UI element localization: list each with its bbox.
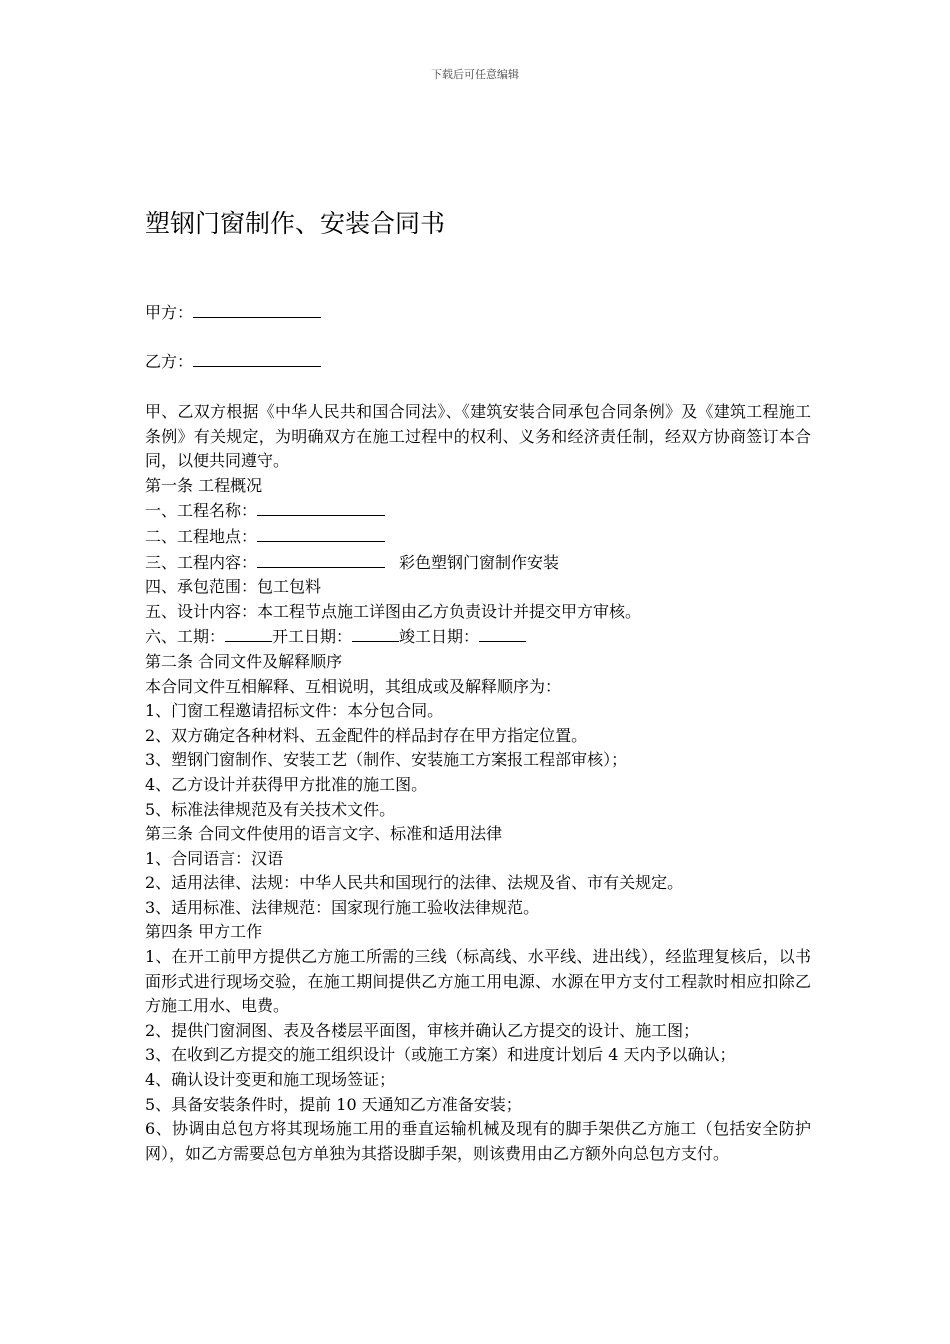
list-item: 1、合同语言：汉语 — [145, 848, 284, 868]
list-item: 2、适用法律、法规：中华人民共和国现行的法律、法规及省、市有关规定。 — [145, 873, 684, 893]
project-content-line — [145, 550, 811, 576]
list-item: 1、在开工前甲方提供乙方施工所需的三线（标高线、水平线、进出线），经监理复核后，以书面形式进行现场交验，在施工期间提供乙方施工用电源、水源在甲方支付工程款时相应扣除乙方施工用水、电费。 — [145, 947, 811, 1016]
page-header-note: 下载后可任意编辑 — [431, 68, 519, 81]
list-item: 3、在收到乙方提交的施工组织设计（或施工方案）和进度计划后 4 天内予以确认； — [145, 1045, 736, 1065]
project-name-label: 一、工程名称： — [145, 501, 258, 521]
schedule-blank — [225, 624, 272, 642]
article-1-heading: 第一条 工程概况 — [145, 475, 263, 495]
list-item: 6、协调由总包方将其现场施工用的垂直运输机械及现有的脚手架供乙方施工（包括安全防护网），如乙方需要总包方单独为其搭设脚手架，则该费用由乙方额外向总包方支付。 — [145, 1119, 811, 1163]
list-item: 4、乙方设计并获得甲方批准的施工图。 — [145, 774, 428, 794]
article-2-lead: 本合同文件互相解释、互相说明，其组成或及解释顺序为： — [145, 676, 562, 696]
start-date-blank — [352, 624, 399, 642]
list-item: 2、双方确定各种材料、五金配件的样品封存在甲方指定位置。 — [145, 725, 588, 745]
party-a-label: 甲方： — [145, 303, 194, 322]
list-item: 5、标准法律规范及有关技术文件。 — [145, 799, 396, 819]
project-location-label: 二、工程地点： — [145, 526, 258, 546]
article-2-heading: 第二条 合同文件及解释顺序 — [145, 651, 343, 671]
end-date-blank — [479, 624, 526, 642]
project-location-line — [145, 524, 811, 550]
project-content-label: 三、工程内容： — [145, 552, 258, 572]
end-date-label: 竣工日期： — [399, 627, 480, 647]
article-3-heading: 第三条 合同文件使用的语言文字、标准和适用法律 — [145, 824, 503, 844]
list-item: 3、塑钢门窗制作、安装工艺（制作、安装施工方案报工程部审核）； — [145, 750, 628, 770]
project-location-blank — [257, 524, 385, 542]
intro-paragraph: 甲、乙双方根据《中华人民共和国合同法》、《建筑安装合同承包合同条例》及《建筑工程施工条例》有关规定，为明确双方在施工过程中的权利、义务和经济责任制，经双方协商签订本合同，以便共同遵守。 — [145, 402, 811, 471]
list-item: 1、门窗工程邀请招标文件：本分包合同。 — [145, 701, 444, 721]
schedule-line — [145, 624, 811, 650]
list-item: 5、具备安装条件时，提前 10 天通知乙方准备安装； — [145, 1094, 522, 1114]
party-a-blank — [193, 300, 321, 318]
party-a-line — [145, 300, 321, 325]
project-content-value: 彩色塑钢门窗制作安装 — [399, 552, 560, 572]
contract-body — [145, 400, 811, 1166]
list-item: 2、提供门窗洞图、表及各楼层平面图，审核并确认乙方提交的设计、施工图； — [145, 1020, 700, 1040]
project-content-blank — [257, 550, 385, 568]
party-b-blank — [193, 349, 321, 367]
start-date-label: 开工日期： — [272, 627, 353, 647]
list-item: 3、适用标准、法律规范：国家现行施工验收法律规范。 — [145, 897, 540, 917]
article-4-heading: 第四条 甲方工作 — [145, 922, 263, 942]
schedule-label: 六、工期： — [145, 627, 226, 647]
contract-scope-line: 四、承包范围：包工包料 — [145, 577, 322, 597]
party-b-line — [145, 349, 321, 374]
project-name-line — [145, 498, 811, 524]
design-content-line: 五、设计内容：本工程节点施工详图由乙方负责设计并提交甲方审核。 — [145, 601, 642, 621]
party-b-label: 乙方： — [145, 352, 194, 371]
project-name-blank — [257, 498, 385, 516]
list-item: 4、确认设计变更和施工现场签证； — [145, 1070, 396, 1090]
document-title: 塑钢门窗制作、安装合同书 — [145, 209, 446, 238]
